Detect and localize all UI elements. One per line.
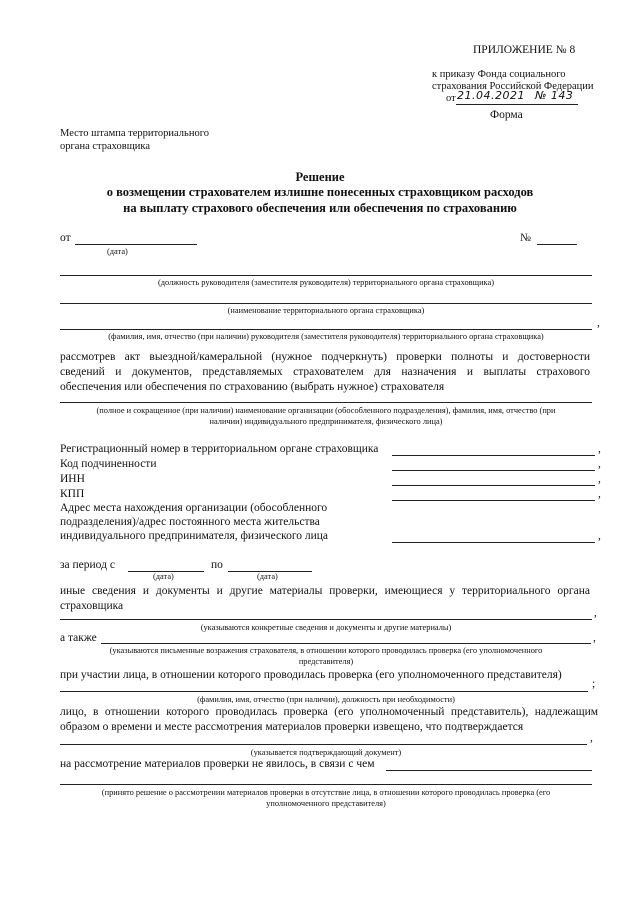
participant-caption: (фамилия, имя, отчество (при наличии), должность при необходимости) bbox=[197, 695, 455, 704]
order-line-1: к приказу Фонда социального bbox=[432, 69, 566, 80]
form-label: Форма bbox=[490, 109, 523, 121]
confirming-doc-caption: (указывается подтверждающий документ) bbox=[250, 748, 402, 757]
other-info-text-1: иные сведения и документы и другие материалы проверки, имеющиеся у территориального органа bbox=[60, 585, 590, 597]
decision-date-field[interactable] bbox=[75, 244, 197, 245]
inn-comma: , bbox=[598, 473, 601, 485]
period-to-label: по bbox=[211, 559, 223, 571]
objections-comma: , bbox=[593, 632, 596, 644]
not-appeared-field[interactable] bbox=[386, 770, 592, 771]
head-name-field[interactable] bbox=[60, 329, 592, 330]
stamp-place-line-1: Место штампа территориального bbox=[60, 128, 209, 139]
document-title: Решение bbox=[295, 170, 345, 184]
objections-caption-2: представителя) bbox=[298, 657, 354, 666]
specific-docs-caption: (указываются конкретные сведения и документы и другие материалы) bbox=[200, 623, 452, 632]
specific-docs-comma: , bbox=[594, 607, 597, 619]
kpp-comma: , bbox=[598, 488, 601, 500]
period-from-label: за период с bbox=[60, 559, 115, 571]
head-position-field[interactable] bbox=[60, 275, 592, 276]
order-from-label: от bbox=[446, 93, 456, 104]
decision-caption-1: (принято решение о рассмотрении материалов проверки в отсутствие лица, в отношении которого проводилась проверка (его bbox=[101, 788, 551, 797]
head-name-caption: (фамилия, имя, отчество (при наличии) руководителя (заместителя руководителя) территориального органа страховщика) bbox=[108, 332, 544, 341]
order-line-2: страхования Российской Федерации bbox=[432, 81, 594, 92]
address-label-2: подразделения)/адрес постоянного места жительства bbox=[60, 516, 320, 528]
insured-name-field[interactable] bbox=[60, 402, 592, 403]
reg-number-field[interactable] bbox=[392, 455, 595, 456]
inn-label: ИНН bbox=[60, 473, 85, 485]
decision-field[interactable] bbox=[60, 784, 592, 785]
insured-name-caption-2: наличии) индивидуального предпринимателя, физического лица) bbox=[209, 417, 443, 426]
participant-semicolon: ; bbox=[592, 678, 596, 690]
period-from-caption: (дата) bbox=[153, 572, 174, 581]
order-date-handwritten: 21.04.2021 bbox=[457, 89, 525, 102]
subordination-code-label: Код подчиненности bbox=[60, 458, 157, 470]
address-field[interactable] bbox=[392, 542, 595, 543]
head-name-comma: , bbox=[597, 317, 600, 329]
inn-field[interactable] bbox=[392, 485, 595, 486]
date-caption: (дата) bbox=[107, 247, 128, 256]
notified-text-2: образом о времени и месте рассмотрения материалов проверки извещено, что подтверждается bbox=[60, 721, 524, 733]
agency-name-caption: (наименование территориального органа страховщика) bbox=[227, 306, 425, 315]
document-subtitle-2: на выплату страхового обеспечения или обеспечения по страхованию bbox=[123, 201, 517, 215]
reviewed-text-3: обеспечения или обеспечения по страхованию (выбрать нужное) страхователя bbox=[60, 381, 445, 393]
insured-name-caption-1: (полное и сокращенное (при наличии) наименование организации (обособленного подразделения), фамилия, имя, отчество (при bbox=[96, 406, 556, 415]
objections-caption-1: (указываются письменные возражения страхователя, в отношении которого проводилась проверка (его уполномоченного bbox=[109, 646, 543, 655]
date-from-label: от bbox=[60, 232, 71, 244]
notified-text-1: лицо, в отношении которого проводилась проверка (его уполномоченный представитель), надлежащим bbox=[60, 706, 598, 718]
participant-field[interactable] bbox=[60, 691, 588, 692]
other-info-text-2: страховщика bbox=[60, 600, 124, 612]
kpp-label: КПП bbox=[60, 488, 85, 500]
address-comma: , bbox=[598, 530, 601, 542]
order-date-line bbox=[456, 104, 578, 105]
subordination-code-comma: , bbox=[598, 458, 601, 470]
decision-number-field[interactable] bbox=[537, 244, 577, 245]
confirming-doc-field[interactable] bbox=[60, 744, 587, 745]
address-label-1: Адрес места нахождения организации (обособленного bbox=[60, 502, 328, 514]
stamp-place-line-2: органа страховщика bbox=[60, 141, 151, 152]
kpp-field[interactable] bbox=[392, 500, 595, 501]
also-label: а также bbox=[60, 632, 97, 644]
decision-caption-2: уполномоченного представителя) bbox=[266, 799, 386, 808]
document-subtitle-1: о возмещении страхователем излишне понесенных страховщиком расходов bbox=[106, 185, 534, 199]
specific-docs-field[interactable] bbox=[60, 619, 592, 620]
number-label: № bbox=[520, 232, 531, 244]
reviewed-text-2: сведений и документов, представляемых страхователем для назначения и выплаты страхового bbox=[60, 366, 590, 378]
participation-text: при участии лица, в отношении которого проводилась проверка (его уполномоченного представителя) bbox=[60, 669, 562, 681]
confirming-doc-comma: , bbox=[590, 732, 593, 744]
address-label-3: индивидуального предпринимателя, физического лица bbox=[60, 530, 329, 542]
reg-number-label: Регистрационный номер в территориальном органе страховщика bbox=[60, 443, 379, 455]
head-position-caption: (должность руководителя (заместителя руководителя) территориального органа страховщика) bbox=[157, 278, 495, 287]
order-number-handwritten: № 143 bbox=[535, 89, 574, 102]
period-to-caption: (дата) bbox=[257, 572, 278, 581]
reg-number-comma: , bbox=[598, 443, 601, 455]
agency-name-field[interactable] bbox=[60, 303, 592, 304]
objections-field[interactable] bbox=[101, 643, 591, 644]
reviewed-text-1: рассмотрев акт выездной/камеральной (нужное подчеркнуть) проверки полноты и достоверности bbox=[60, 351, 590, 363]
appendix-label: ПРИЛОЖЕНИЕ № 8 bbox=[473, 44, 576, 56]
not-appeared-text: на рассмотрение материалов проверки не явилось, в связи с чем bbox=[60, 758, 375, 770]
subordination-code-field[interactable] bbox=[392, 470, 595, 471]
